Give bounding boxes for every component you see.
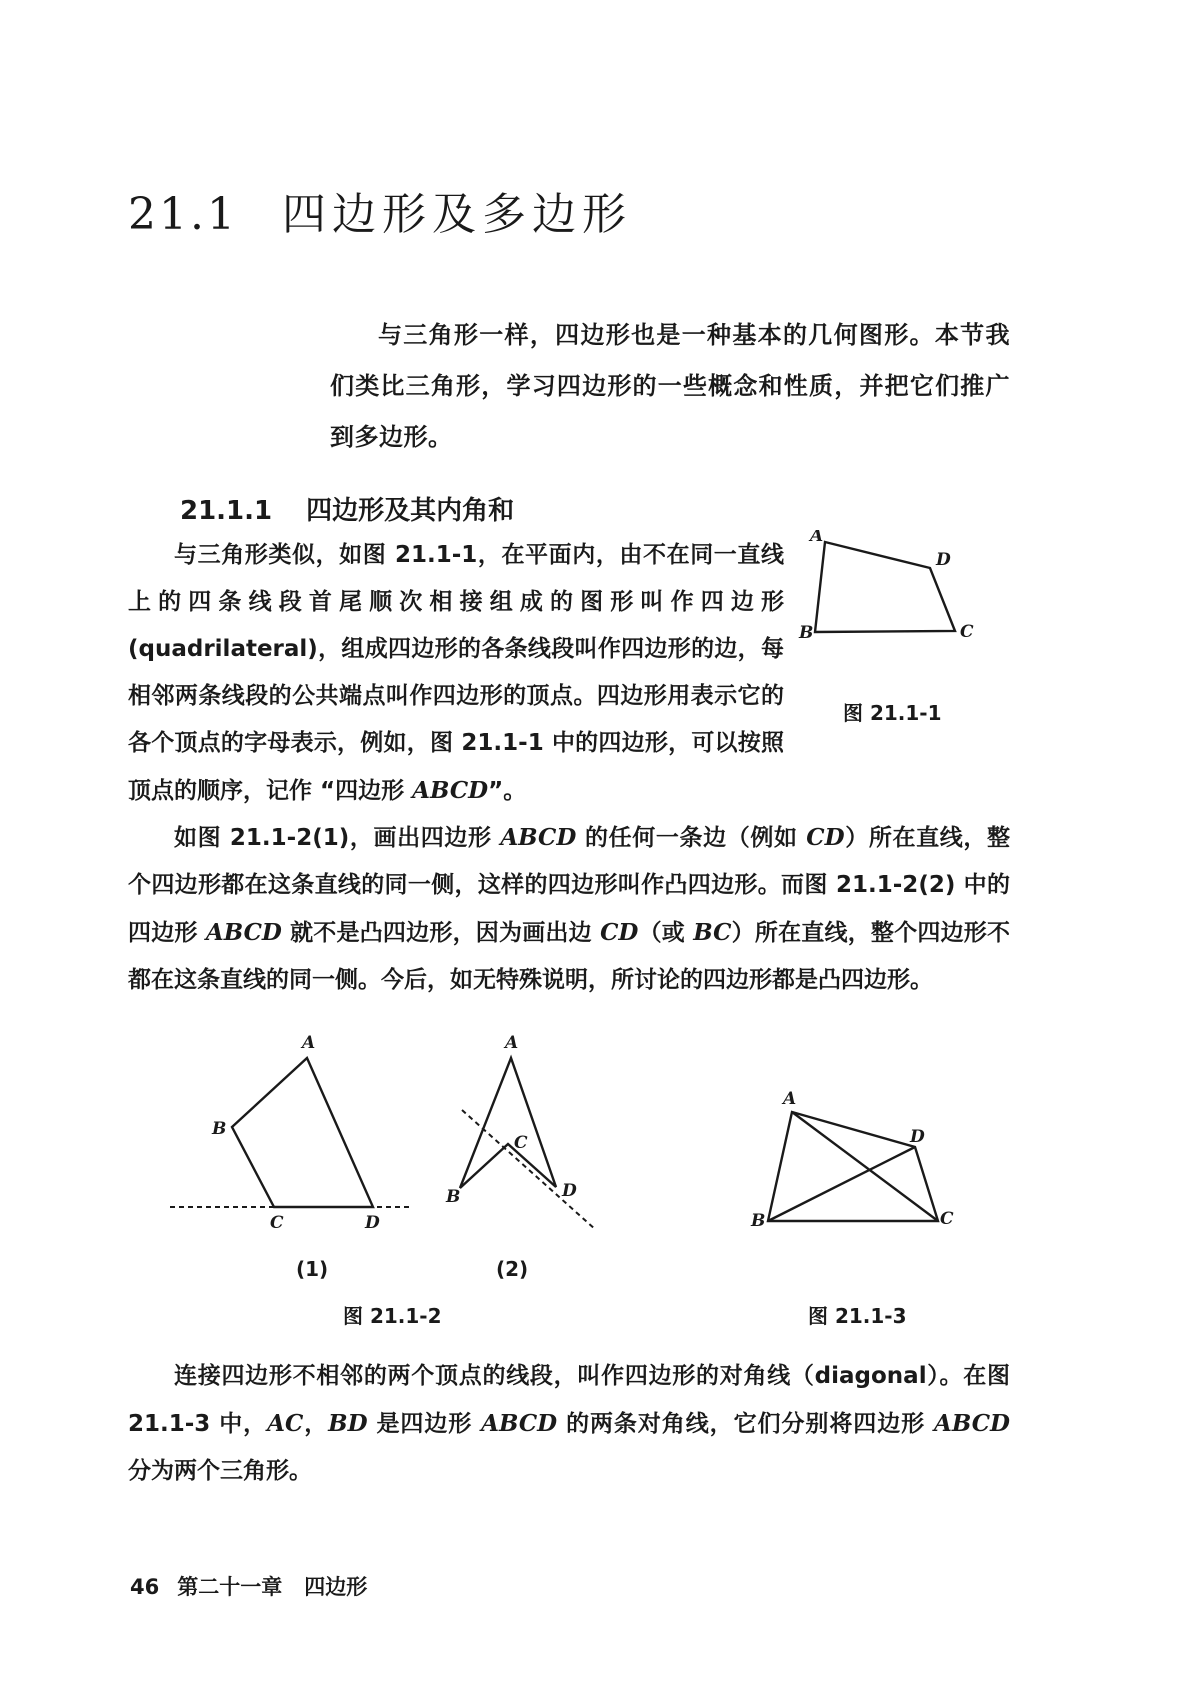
convex-quadrilateral [232, 1058, 373, 1207]
fig3-label-b: B [751, 1211, 766, 1231]
paragraph3-text-d: 的两条对角线，它们分别将四边形 [557, 1411, 935, 1437]
paragraph3-text-a: 连接四边形不相邻的两个顶点的线段，叫作四边形的对角线（diagonal）。在图 21.1-3 中， [128, 1363, 1010, 1437]
fig1-label-a: A [810, 530, 824, 546]
figure-21-1-2-drawing [170, 1020, 610, 1260]
paragraph-convex [128, 814, 1010, 1004]
figure-21-1-2-sub2: (2) [496, 1257, 529, 1281]
paragraph1-abcd: ABCD [412, 777, 489, 804]
quadrilateral-abcd [815, 542, 955, 632]
paragraph1-text-b: ”。 [488, 778, 527, 804]
paragraph2-abcd-1: ABCD [500, 824, 577, 851]
fig1-label-d: D [936, 550, 951, 570]
paragraph3-text-c: 是四边形 [367, 1411, 482, 1437]
fig2-2-label-d: D [562, 1181, 577, 1201]
subsection-heading [180, 490, 514, 527]
intro-text: 与三角形一样，四边形也是一种基本的几何图形。本节我们类比三角形，学习四边形的一些概念和性质，并把它们推广到多边形。 [330, 321, 1010, 451]
page-footer [130, 1571, 367, 1601]
diagonal-bd [768, 1147, 915, 1221]
figure-21-1-3-caption: 图 21.1-3 [808, 1304, 907, 1328]
paragraph2-text-c: ）所在直线，整个四边形都在这条直线的同一侧，这样的四边形叫作凸四边形。而图 21.1-2(2) 中的四边形 [128, 825, 1011, 946]
paragraph2-text-d: 就不是凸四边形，因为画出边 [281, 920, 601, 946]
paragraph2-text-b: 的任何一条边（例如 [576, 825, 807, 851]
paragraph2-bc: BC [693, 919, 732, 946]
paragraph-diagonal [128, 1353, 1010, 1495]
section-title-text: 四边形及多边形 [281, 189, 632, 240]
section-title [128, 178, 632, 242]
paragraph-definition [128, 532, 784, 815]
fig2-1-label-a: A [302, 1033, 316, 1053]
section-number: 21.1 [128, 189, 238, 240]
subsection-number: 21.1.1 [180, 496, 273, 526]
paragraph3-ac: AC [267, 1410, 304, 1437]
fig1-label-c: C [960, 622, 974, 640]
figure-21-1-2-caption: 图 21.1-2 [343, 1304, 442, 1328]
paragraph2-cd-1: CD [806, 824, 845, 851]
footer-chapter: 第二十一章 [177, 1575, 283, 1599]
fig3-label-d: D [910, 1127, 925, 1147]
paragraph3-abcd-1: ABCD [481, 1410, 558, 1437]
fig2-1-label-b: B [212, 1119, 227, 1139]
subsection-title: 四边形及其内角和 [306, 496, 515, 526]
figure-21-1-1-caption: 图 21.1-1 [843, 701, 942, 725]
figure-21-1-1 [790, 530, 1010, 644]
paragraph3-text-b: ， [303, 1411, 329, 1437]
figure-21-1-1-drawing [790, 530, 1010, 640]
paragraph2-cd-2: CD [600, 919, 639, 946]
fig3-label-a: A [783, 1090, 797, 1109]
fig3-label-c: C [940, 1209, 954, 1229]
line-cd-extended-2 [462, 1110, 596, 1230]
paragraph3-bd: BD [328, 1410, 368, 1437]
fig2-2-label-c: C [514, 1133, 528, 1153]
paragraph2-abcd-2: ABCD [205, 919, 282, 946]
fig2-2-label-b: B [446, 1187, 461, 1207]
paragraph2-text-a: 如图 21.1-2(1)，画出四边形 [174, 825, 501, 851]
paragraph2-text-f: ）所在直线，整个四边形不都在这条直线的同一侧。今后，如无特殊说明，所讨论的四边形都是凸四边形。 [128, 920, 1011, 993]
fig2-1-label-d: D [365, 1213, 380, 1233]
paragraph1-text-a: 与三角形类似，如图 21.1-1，在平面内，由不在同一直线上的四条线段首尾顺次相接组成的图形叫作四边形(quadrilateral)，组成四边形的各条线段叫作四边形的边，每相邻两条线段的公共端点叫作四边形的顶点。四边形用表示它的各个顶点的字母表示，例如，图 21.1-1 中的四边形，可以按照顶点的顺序，记作 “四边形 [128, 542, 784, 804]
section-intro [330, 310, 1010, 463]
fig1-label-b: B [799, 623, 814, 640]
figure-21-1-2-sub1: (1) [296, 1257, 329, 1281]
concave-quadrilateral [460, 1058, 556, 1188]
figure-21-1-3 [745, 1090, 975, 1244]
fig2-1-label-c: C [270, 1213, 284, 1233]
footer-chapter-title: 四边形 [304, 1575, 368, 1599]
page-number: 46 [130, 1575, 160, 1599]
paragraph3-abcd-2: ABCD [934, 1410, 1010, 1437]
paragraph2-text-e: （或 [638, 920, 694, 946]
figure-21-1-2 [170, 1020, 610, 1264]
fig2-2-label-a: A [505, 1033, 519, 1053]
paragraph3-text-e: 分为两个三角形。 [128, 1458, 312, 1484]
figure-21-1-3-drawing [745, 1090, 975, 1240]
